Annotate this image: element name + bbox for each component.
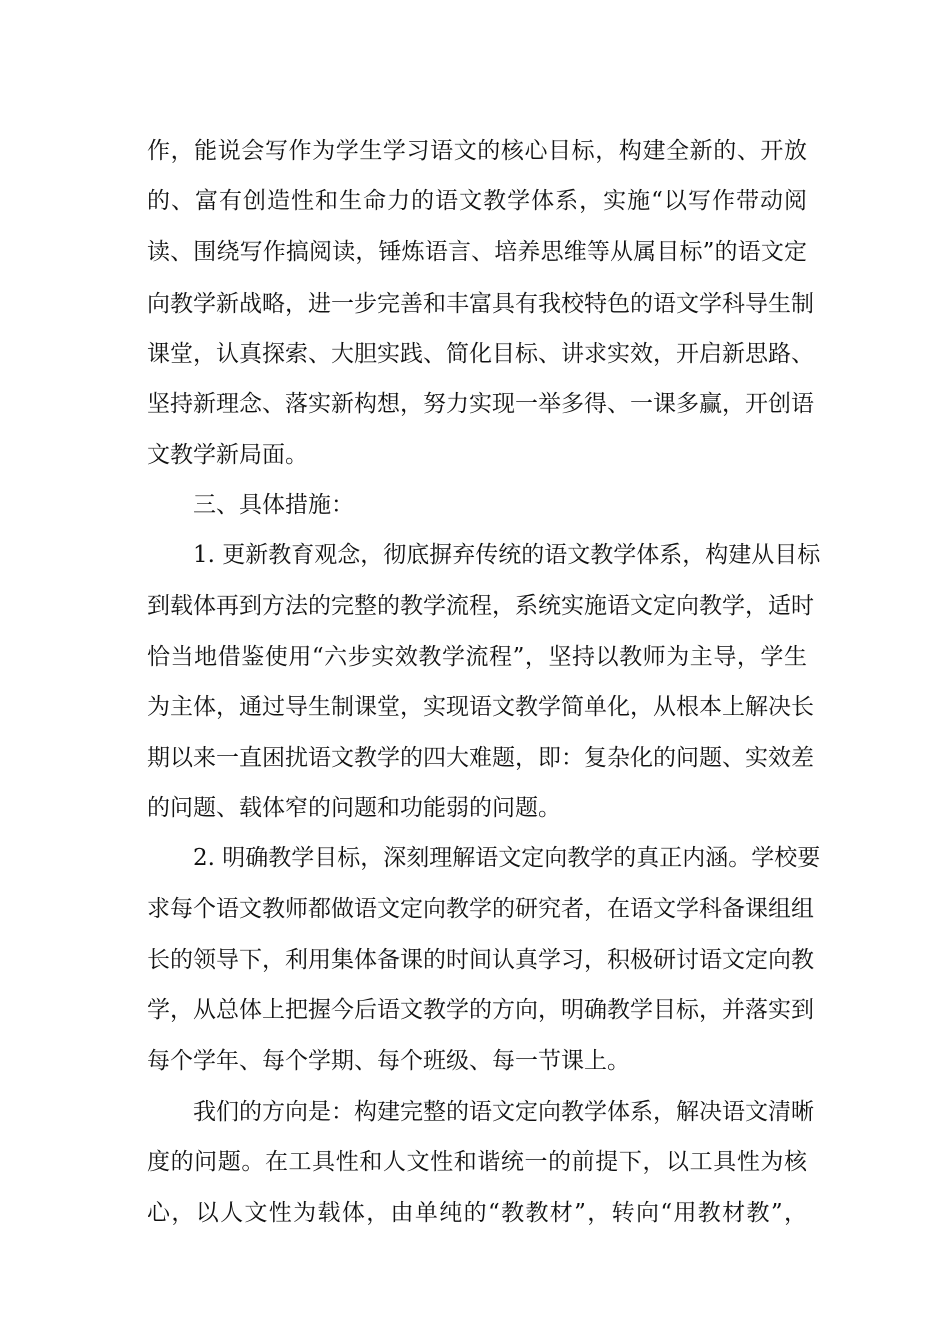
text-line: 作，能说会写作为学生学习语文的核心目标，构建全新的、开放 <box>147 138 807 164</box>
text-line: 文教学新局面。 <box>147 442 308 468</box>
section-heading: 三、具体措施： <box>193 492 354 518</box>
text-line: 心，以人文性为载体，由单纯的“教教材”，转向“用教材教”， <box>147 1200 807 1226</box>
text-line: 的问题、载体窄的问题和功能弱的问题。 <box>147 795 561 821</box>
text-line: 恰当地借鉴使用“六步实效教学流程”，坚持以教师为主导，学生 <box>147 644 807 670</box>
text-line: 期以来一直困扰语文教学的四大难题，即：复杂化的问题、实效差 <box>147 745 814 771</box>
text-line: 的、富有创造性和生命力的语文教学体系，实施“以写作带动阅 <box>147 188 807 214</box>
text-line: 我们的方向是：构建完整的语文定向教学体系，解决语文清晰 <box>193 1099 814 1125</box>
text-line: 到载体再到方法的完整的教学流程，系统实施语文定向教学，适时 <box>147 593 814 619</box>
text-line: 课堂，认真探索、大胆实践、简化目标、讲求实效，开启新思路、 <box>147 341 814 367</box>
text-line: 求每个语文教师都做语文定向教学的研究者，在语文学科备课组组 <box>147 896 814 922</box>
text-line: 学，从总体上把握今后语文教学的方向，明确教学目标，并落实到 <box>147 997 814 1023</box>
text-line: 每个学年、每个学期、每个班级、每一节课上。 <box>147 1048 630 1074</box>
text-line: 1. 更新教育观念，彻底摒弃传统的语文教学体系，构建从目标 <box>193 542 821 568</box>
text-line: 2. 明确教学目标，深刻理解语文定向教学的真正内涵。学校要 <box>193 845 821 871</box>
text-line: 坚持新理念、落实新构想，努力实现一举多得、一课多赢，开创语 <box>147 391 814 417</box>
text-line: 读、围绕写作搞阅读，锤炼语言、培养思维等从属目标”的语文定 <box>147 239 807 265</box>
text-line: 向教学新战略，进一步完善和丰富具有我校特色的语文学科导生制 <box>147 291 814 317</box>
text-line: 为主体，通过导生制课堂，实现语文教学简单化，从根本上解决长 <box>147 694 814 720</box>
text-line: 长的领导下，利用集体备课的时间认真学习，积极研讨语文定向教 <box>147 947 814 973</box>
text-line: 度的问题。在工具性和人文性和谐统一的前提下，以工具性为核 <box>147 1149 807 1175</box>
